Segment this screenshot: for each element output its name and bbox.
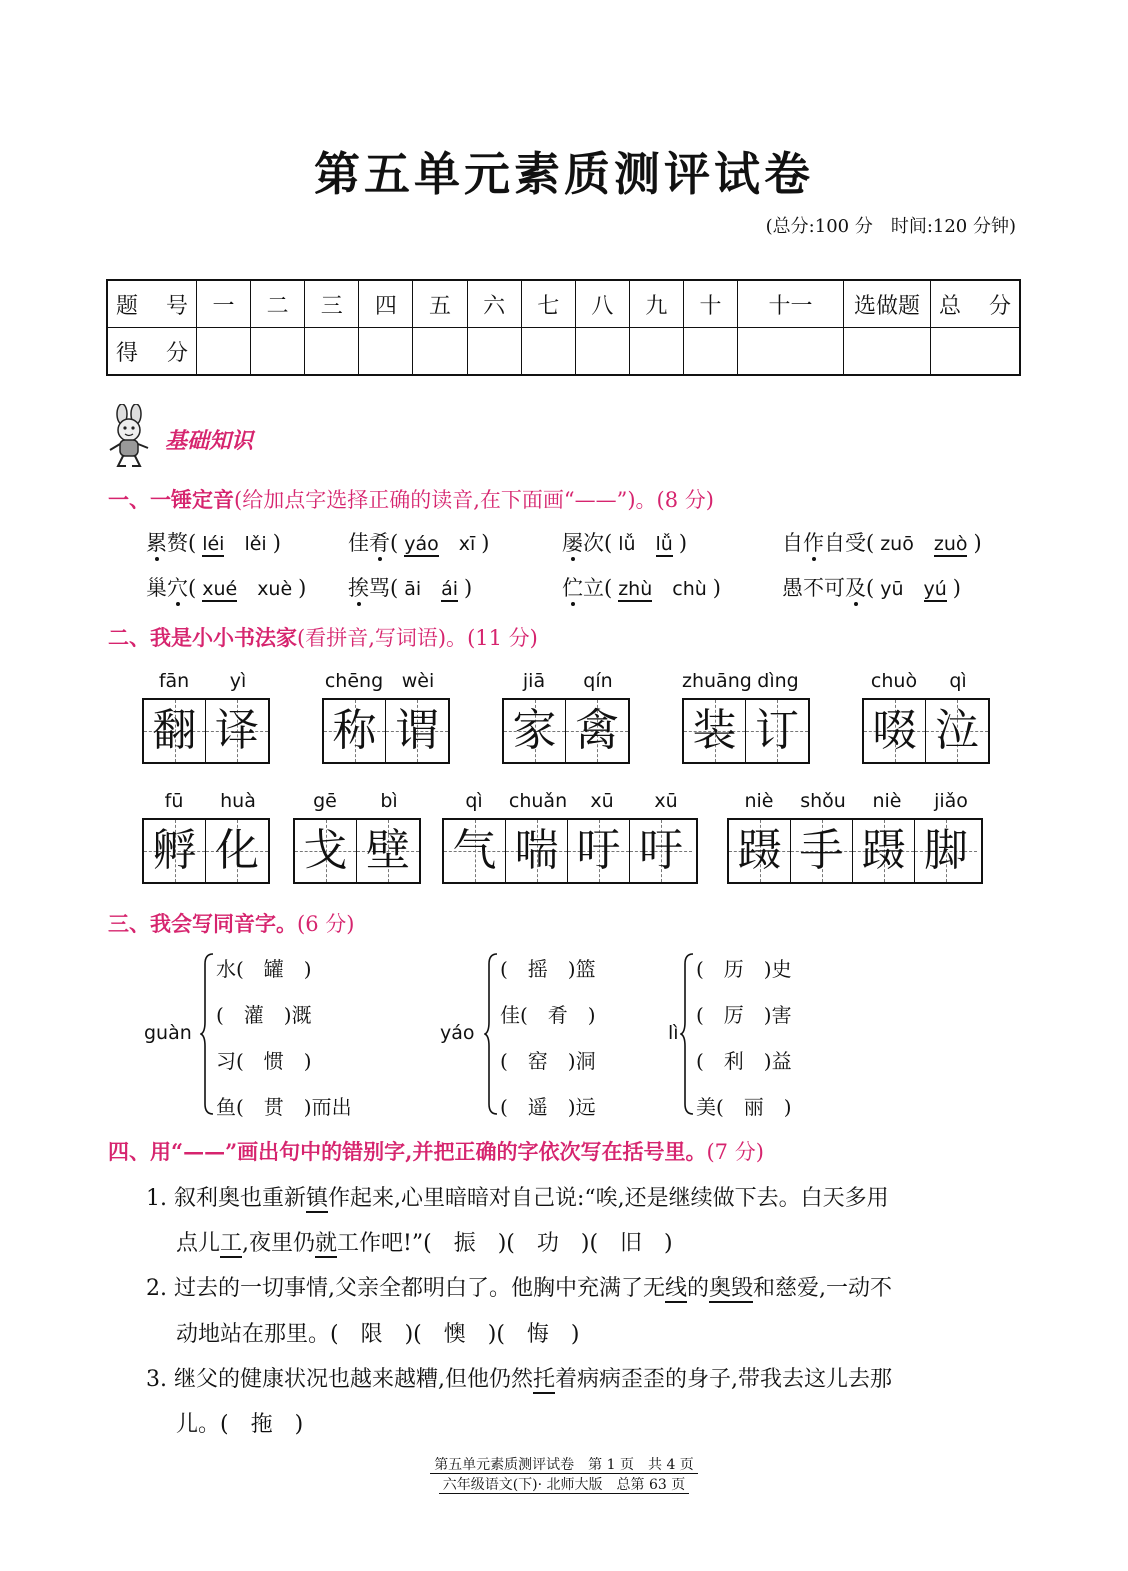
q4-sentence-2b: 动地站在那里。( 限 )( 懊 )( 悔 ) — [176, 1322, 580, 1347]
sentence-text: 着病病歪歪的身子,带我去这儿去那 — [555, 1367, 892, 1392]
column-header: 二 — [251, 280, 305, 328]
tianzige-cell[interactable] — [506, 820, 568, 882]
column-header: 总分 — [931, 280, 1021, 328]
sentence-text: 作起来,心里暗暗对自己说:“唉,还是继续做下去。白天多用 — [328, 1186, 889, 1211]
homophone-item: ( 摇 )篮 — [500, 957, 596, 981]
written-char: 气 — [452, 825, 497, 876]
score-cell[interactable] — [738, 328, 844, 376]
written-char: 订 — [755, 705, 799, 756]
pinyin: niè — [744, 790, 774, 812]
written-char: 手 — [799, 825, 844, 876]
q1-item — [782, 527, 982, 557]
pinyin: gē — [313, 790, 337, 812]
column-header: 九 — [629, 280, 683, 328]
word-box — [727, 790, 983, 884]
error-char: 毁 — [731, 1276, 754, 1301]
q4-sentence-1a — [146, 1181, 889, 1212]
word-box — [142, 790, 270, 884]
pinyin-row — [142, 790, 270, 818]
pinyin: qín — [583, 670, 613, 692]
footer-text: 六年级语文(下)· 北师大版 总第 63 页 — [439, 1477, 690, 1494]
score-cell[interactable] — [197, 328, 251, 376]
homophone-item: ( 窑 )洞 — [500, 1049, 596, 1073]
item-text: 次( — [583, 531, 613, 555]
sentence-text: 2. 过去的一切事情,父亲全都明白了。他胸中充满了无 — [146, 1276, 665, 1301]
word-box — [862, 670, 990, 764]
pinyin-option[interactable]: ái — [441, 578, 459, 600]
sentence-text: 和慈爱,一动不 — [753, 1276, 893, 1301]
sound-label: lì — [668, 1022, 679, 1044]
item-text: ) — [712, 576, 721, 600]
item-text: 佳 — [348, 531, 369, 555]
written-char: 啜 — [872, 705, 917, 756]
tianzige-cell[interactable] — [144, 700, 206, 762]
tianzige-grid — [682, 698, 810, 764]
score-cell[interactable] — [629, 328, 683, 376]
dotted-char: 穴 — [167, 576, 188, 600]
question-4-title — [108, 1136, 764, 1166]
q1-item — [146, 527, 281, 557]
pinyin-row — [442, 790, 698, 818]
question-title-text: 一、一锤定音 — [108, 487, 234, 512]
tianzige-grid — [142, 698, 270, 764]
question-title-text: 三、我会写同音字。 — [108, 911, 297, 936]
bunny-mascot-icon — [104, 404, 156, 470]
pinyin-option[interactable]: chù — [672, 578, 707, 600]
pinyin-option[interactable]: xué — [202, 578, 238, 600]
q1-item — [146, 572, 306, 602]
pinyin: chēng — [324, 670, 384, 692]
written-char: 吁 — [576, 825, 621, 876]
score-cell[interactable] — [521, 328, 575, 376]
homophone-item: 美( 丽 ) — [696, 1095, 792, 1119]
column-header: 五 — [413, 280, 467, 328]
footer-line-2 — [0, 1474, 1128, 1494]
column-header: 十 — [683, 280, 737, 328]
pinyin-option[interactable]: yū — [880, 578, 904, 600]
homophone-item: 习( 惯 ) — [216, 1049, 312, 1073]
pinyin: qì — [465, 790, 483, 812]
score-cell[interactable] — [359, 328, 413, 376]
pinyin: jiǎo — [934, 790, 968, 812]
sentence-text: 点儿 — [176, 1231, 221, 1256]
item-text: 赘( — [167, 531, 197, 555]
tianzige-cell[interactable] — [630, 820, 692, 882]
item-text: 立( — [583, 576, 613, 600]
table-row — [107, 280, 1020, 328]
column-header: 八 — [575, 280, 629, 328]
question-2-title — [108, 622, 538, 652]
pinyin-option[interactable]: léi — [202, 533, 225, 555]
q4-sentence-3a — [146, 1362, 892, 1393]
pinyin-option[interactable]: lěi — [244, 533, 267, 555]
sentence-text: 工作吧!”( 振 )( 功 )( 旧 ) — [337, 1231, 673, 1256]
pinyin: qì — [949, 670, 967, 692]
error-char: 镇 — [305, 1186, 328, 1211]
homophone-item: 鱼( 贯 )而出 — [216, 1095, 352, 1119]
column-header: 十一 — [738, 280, 844, 328]
item-text: ) — [464, 576, 473, 600]
brace-icon — [484, 952, 498, 1120]
tianzige-cell[interactable] — [684, 700, 746, 762]
homophone-item: 佳( 肴 ) — [500, 1003, 596, 1027]
tianzige-grid — [862, 698, 990, 764]
column-header: 四 — [359, 280, 413, 328]
question-points: (8 分) — [656, 488, 714, 512]
sound-label: guàn — [144, 1022, 192, 1044]
written-char: 蹑 — [737, 825, 782, 876]
q4-sentence-2a — [146, 1271, 892, 1302]
score-cell[interactable] — [844, 328, 931, 376]
pinyin: bì — [380, 790, 398, 812]
pinyin-option[interactable]: zuō — [880, 533, 914, 555]
tianzige-cell[interactable] — [853, 820, 915, 882]
written-char: 泣 — [935, 705, 979, 756]
written-char: 翻 — [152, 705, 197, 756]
tianzige-cell[interactable] — [504, 700, 566, 762]
pinyin: xū — [590, 790, 614, 812]
pinyin-row — [142, 670, 270, 698]
item-text: ) — [298, 576, 307, 600]
item-text: ) — [678, 531, 688, 555]
dotted-char: 屡 — [562, 531, 583, 555]
q4-sentence-3b: 儿。( 拖 ) — [176, 1412, 304, 1437]
word-box — [682, 670, 810, 764]
column-header: 三 — [305, 280, 359, 328]
pinyin-option[interactable]: yáo — [404, 533, 439, 555]
written-char: 吁 — [639, 825, 683, 876]
score-cell[interactable] — [683, 328, 737, 376]
pinyin-option[interactable]: zhù — [618, 578, 653, 600]
brace-icon — [200, 952, 214, 1120]
error-char: 托 — [532, 1367, 555, 1392]
pinyin-row — [682, 670, 810, 698]
score-cell[interactable] — [251, 328, 305, 376]
written-char: 戈 — [303, 825, 348, 876]
word-box — [322, 670, 450, 764]
item-text: 自受( — [824, 531, 875, 555]
homophone-item: 水( 罐 ) — [216, 957, 312, 981]
error-char: 工 — [220, 1231, 243, 1256]
pinyin: zhuāng — [682, 670, 752, 692]
tianzige-cell[interactable] — [864, 700, 926, 762]
tianzige-cell[interactable] — [206, 700, 268, 762]
tianzige-cell[interactable] — [357, 820, 419, 882]
written-char: 家 — [512, 705, 557, 756]
score-time-info: (总分:100 分 时间:120 分钟) — [765, 216, 1016, 237]
score-cell[interactable] — [575, 328, 629, 376]
sentence-text: 1. 叙利奥也重新 — [146, 1186, 306, 1211]
tianzige-grid — [293, 818, 421, 884]
column-header: 六 — [467, 280, 521, 328]
q4-sentence-1b — [176, 1226, 673, 1257]
pinyin: huà — [220, 790, 256, 812]
pinyin-option[interactable]: xī — [458, 533, 476, 555]
pinyin: chuò — [870, 670, 918, 692]
dotted-char: 及 — [845, 576, 866, 600]
tianzige-cell[interactable] — [791, 820, 853, 882]
tianzige-cell[interactable] — [444, 820, 506, 882]
pinyin-row — [322, 670, 450, 698]
word-box — [502, 670, 630, 764]
column-header: 一 — [197, 280, 251, 328]
tianzige-cell[interactable] — [386, 700, 448, 762]
question-title-text: 四、用“——”画出句中的错别字,并把正确的字依次写在括号里。 — [108, 1139, 707, 1164]
error-char: 奥 — [709, 1276, 732, 1301]
tianzige-cell[interactable] — [568, 820, 630, 882]
pinyin-row — [502, 670, 630, 698]
item-text: ( — [390, 531, 399, 555]
question-points: (6 分) — [297, 912, 355, 936]
tianzige-cell[interactable] — [746, 700, 808, 762]
pinyin: niè — [872, 790, 902, 812]
q1-item — [348, 527, 489, 557]
table-row — [107, 328, 1020, 376]
sentence-text: 的 — [687, 1276, 710, 1301]
written-char: 壁 — [366, 825, 410, 876]
pinyin-option[interactable]: zuò — [933, 533, 968, 555]
tianzige-cell[interactable] — [915, 820, 977, 882]
pinyin-row — [862, 670, 990, 698]
pinyin-row — [293, 790, 421, 818]
written-char: 喘 — [514, 825, 559, 876]
q1-item — [562, 527, 687, 557]
pinyin: yì — [229, 670, 247, 692]
column-header: 选做题 — [844, 280, 931, 328]
item-text: ) — [952, 576, 961, 600]
homophone-item: ( 遥 )远 — [500, 1095, 596, 1119]
item-text: 骂( — [369, 576, 399, 600]
word-box — [293, 790, 421, 884]
q1-item — [348, 572, 472, 602]
pinyin: fū — [164, 790, 184, 812]
score-table — [106, 279, 1021, 376]
pinyin-row — [727, 790, 983, 818]
sound-label: yáo — [440, 1022, 475, 1044]
error-char: 线 — [664, 1276, 687, 1301]
q1-item — [782, 572, 961, 602]
homophone-item: ( 灌 )溉 — [216, 1003, 312, 1027]
written-char: 蹑 — [861, 825, 906, 876]
score-cell[interactable] — [467, 328, 521, 376]
score-cell[interactable] — [931, 328, 1021, 376]
pinyin-option[interactable]: lǚ — [618, 533, 636, 555]
homophone-item: ( 利 )益 — [696, 1049, 792, 1073]
written-char: 译 — [215, 705, 259, 756]
question-title-text: 二、我是小小书法家 — [108, 625, 297, 650]
dotted-char: 肴 — [369, 531, 390, 555]
word-box — [442, 790, 698, 884]
question-3-title — [108, 908, 354, 938]
tianzige-grid — [322, 698, 450, 764]
item-text: 愚不可 — [782, 576, 845, 600]
written-char: 谓 — [395, 705, 439, 756]
tianzige-grid — [727, 818, 983, 884]
written-char: 孵 — [152, 825, 197, 876]
item-text: 巢 — [146, 576, 167, 600]
pinyin: jiā — [522, 670, 546, 692]
pinyin: wèi — [401, 670, 435, 692]
tianzige-cell[interactable] — [729, 820, 791, 882]
dotted-char: 伫 — [562, 576, 583, 600]
tianzige-grid — [502, 698, 630, 764]
homophone-item: ( 厉 )害 — [696, 1003, 792, 1027]
score-cell[interactable] — [413, 328, 467, 376]
item-text: ) — [481, 531, 490, 555]
row-label: 得分 — [107, 328, 197, 376]
sentence-text: ,夜里仍 — [242, 1231, 316, 1256]
written-char: 禽 — [575, 705, 619, 756]
item-text: ) — [272, 531, 281, 555]
column-header: 七 — [521, 280, 575, 328]
written-char: 脚 — [924, 825, 968, 876]
question-1-title — [108, 484, 714, 514]
pinyin: xū — [654, 790, 678, 812]
tianzige-cell[interactable] — [324, 700, 386, 762]
tianzige-cell[interactable] — [295, 820, 357, 882]
q1-item — [562, 572, 721, 602]
tianzige-cell[interactable] — [926, 700, 988, 762]
question-points: (7 分) — [706, 1140, 764, 1164]
page-title: 第五单元素质测评试卷 — [314, 147, 814, 201]
pinyin: chuǎn — [508, 790, 568, 812]
question-note: (看拼音,写词语)。 — [297, 626, 468, 650]
dotted-char: 挨 — [348, 576, 369, 600]
tianzige-grid — [442, 818, 698, 884]
tianzige-cell[interactable] — [566, 700, 628, 762]
word-box — [142, 670, 270, 764]
error-char: 就 — [315, 1231, 338, 1256]
pinyin-option[interactable]: āi — [404, 578, 422, 600]
pinyin-option[interactable]: yú — [923, 578, 947, 600]
pinyin: dìng — [757, 670, 799, 692]
pinyin-option[interactable]: lǚ — [655, 533, 673, 555]
item-text: ( — [866, 576, 875, 600]
written-char: 称 — [332, 705, 377, 756]
item-text: ( — [188, 576, 197, 600]
pinyin: fān — [158, 670, 190, 692]
dotted-char: 累 — [146, 531, 167, 555]
row-label: 题号 — [107, 280, 197, 328]
tianzige-grid — [142, 818, 270, 884]
pinyin-option[interactable]: xuè — [257, 578, 293, 600]
footer-text: 第五单元素质测评试卷 第 1 页 共 4 页 — [430, 1457, 698, 1474]
tianzige-cell[interactable] — [206, 820, 268, 882]
footer-line-1 — [0, 1454, 1128, 1474]
item-text: 自 — [782, 531, 803, 555]
written-char: 装 — [692, 705, 737, 756]
brace-icon — [680, 952, 694, 1120]
question-points: (11 分) — [467, 626, 538, 650]
section-heading: 基础知识 — [165, 428, 254, 454]
homophone-item: ( 历 )史 — [696, 957, 792, 981]
score-cell[interactable] — [305, 328, 359, 376]
question-note: (给加点字选择正确的读音,在下面画“——”)。 — [234, 488, 657, 512]
item-text: ) — [973, 531, 982, 555]
tianzige-cell[interactable] — [144, 820, 206, 882]
dotted-char: 作 — [803, 531, 824, 555]
pinyin: shǒu — [800, 790, 846, 812]
sentence-text: 3. 继父的健康状况也越来越糟,但他仍然 — [146, 1367, 533, 1392]
written-char: 化 — [215, 825, 259, 876]
